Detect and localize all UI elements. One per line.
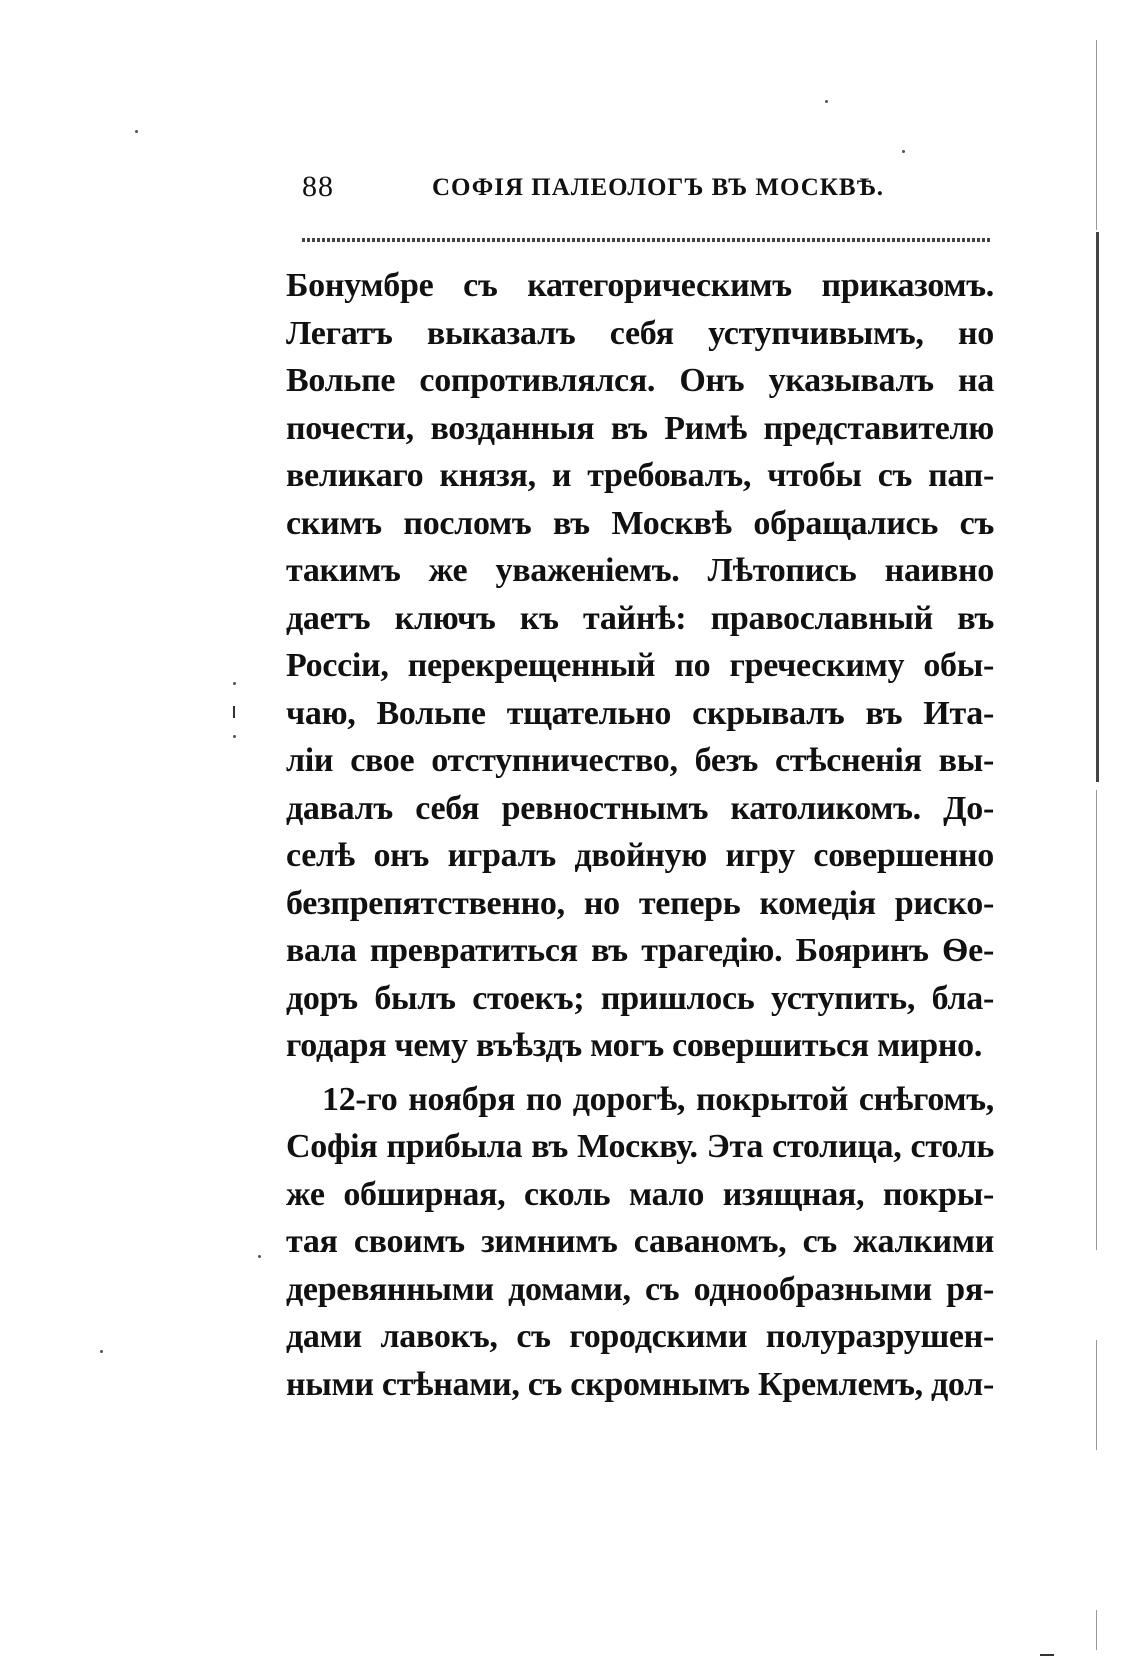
text-line: ліи свое отступничество, безъ стѣсненія вы- <box>286 742 994 779</box>
paragraph-2 <box>286 1076 994 1409</box>
text-line: безпрепятственно, но теперь комедія риско- <box>286 884 994 922</box>
scan-edge-line <box>1096 1340 1097 1450</box>
text-line: чаю, Вольпе тщательно скрывалъ въ Ита- <box>286 694 994 732</box>
text-line: Легатъ выказалъ себя уступчивымъ, но <box>286 314 994 352</box>
text-line: деревянными домами, съ однообразными ря- <box>286 1270 994 1308</box>
scan-speck <box>100 1350 103 1353</box>
text-line: доръ былъ стоекъ; пришлось уступить, бла- <box>286 979 994 1017</box>
paragraph-1 <box>286 262 994 1070</box>
text-line: вала превратиться въ трагедію. Бояринъ Ѳе- <box>286 932 994 969</box>
text-line: дами лавокъ, съ городскими полуразрушен- <box>286 1318 994 1355</box>
scan-speck <box>233 735 236 738</box>
text-line: тая своимъ зимнимъ саваномъ, съ жалкими <box>286 1223 994 1260</box>
text-line: 12-го ноября по дорогѣ, покрытой снѣгомъ, <box>322 1080 994 1118</box>
scan-speck <box>902 150 905 153</box>
text-line: селѣ онъ игралъ двойную игру совершенно <box>286 837 994 874</box>
text-line: ными стѣнами, съ скромнымъ Кремлемъ, дол- <box>286 1365 994 1403</box>
page-number: 88 <box>302 170 334 203</box>
scan-edge-line <box>1096 1610 1097 1650</box>
scan-speck <box>233 706 235 718</box>
text-line: давалъ себя ревностнымъ католикомъ. До- <box>286 789 994 827</box>
header-rule <box>302 238 992 242</box>
text-line: же обширная, сколь мало изящная, покры- <box>286 1175 994 1213</box>
scan-edge-line <box>1096 40 1097 230</box>
text-line: великаго князя, и требовалъ, чтобы съ пап- <box>286 457 994 494</box>
running-title: СОФІЯ ПАЛЕОЛОГЪ ВЪ МОСКВѢ. <box>432 174 884 201</box>
text-line: Россіи, перекрещенный по греческиму обы- <box>286 647 994 684</box>
body-text <box>286 262 994 1408</box>
text-line: Вольпе сопротивлялся. Онъ указывалъ на <box>286 362 994 399</box>
scan-speck <box>233 682 236 685</box>
text-line: такимъ же уваженіемъ. Лѣтопись наивно <box>286 552 994 589</box>
text-line: скимъ посломъ въ Москвѣ обращались съ <box>286 504 994 542</box>
text-line: годаря чему въѣздъ могъ совершиться мирно. <box>286 1027 983 1064</box>
scan-edge-line <box>1096 232 1099 782</box>
text-line: Бонумбре съ категорическимъ приказомъ. <box>286 267 994 304</box>
text-line: Софія прибыла въ Москву. Эта столица, столь <box>286 1128 994 1165</box>
scan-speck <box>825 100 828 103</box>
text-line: почести, возданныя въ Римѣ представителю <box>286 409 994 447</box>
page-header <box>302 170 992 210</box>
text-line: даетъ ключъ къ тайнѣ: православный въ <box>286 599 994 637</box>
scan-speck <box>258 1255 261 1258</box>
scan-speck <box>135 130 138 133</box>
scan-speck <box>1040 1654 1054 1656</box>
scan-edge-line <box>1096 790 1097 1250</box>
